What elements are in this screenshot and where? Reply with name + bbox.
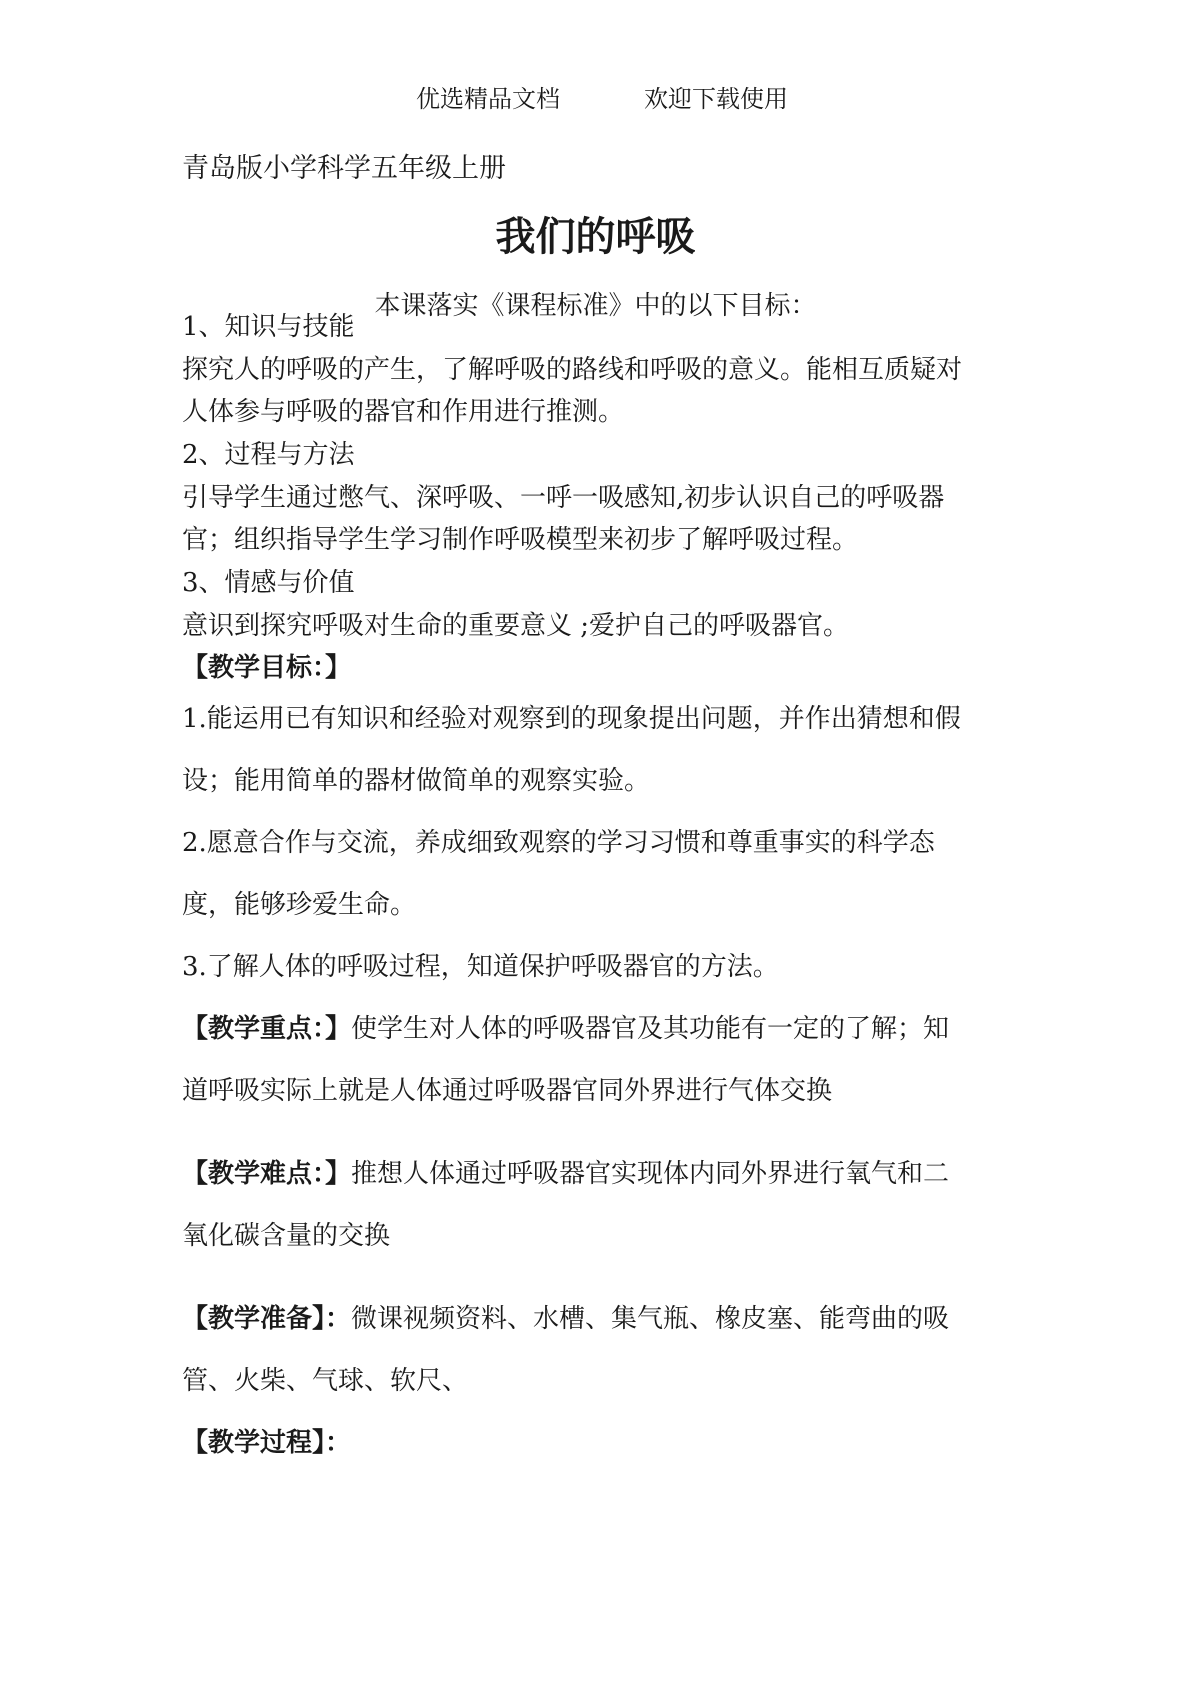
difficulties-line	[182, 1156, 949, 1192]
subject-line: 青岛版小学科学五年级上册	[182, 153, 506, 184]
paragraph-line: 官；组织指导学生学习制作呼吸模型来初步了解呼吸过程。	[182, 525, 859, 555]
paragraph-line: 引导学生通过憋气、深呼吸、一呼一吸感知,初步认识自己的呼吸器	[182, 483, 945, 513]
paragraph-line: 意识到探究呼吸对生命的重要意义 ;爱护自己的呼吸器官。	[182, 611, 850, 641]
header-right-text: 欢迎下载使用	[644, 85, 788, 113]
paragraph-line: 人体参与呼吸的器官和作用进行推测。	[182, 397, 625, 427]
key-points-line	[182, 1011, 949, 1047]
preparation-line: 管、火柴、气球、软尺、	[182, 1366, 469, 1396]
objective-line: 设；能用简单的器材做简单的观察实验。	[182, 766, 651, 796]
key-points-text: 使学生对人体的呼吸器官及其功能有一定的了解；知	[351, 1014, 950, 1044]
paragraph-line: 探究人的呼吸的产生，了解呼吸的路线和呼吸的意义。能相互质疑对	[182, 355, 963, 385]
objective-line: 1.能运用已有知识和经验对观察到的现象提出问题，并作出猜想和假	[182, 704, 961, 734]
key-points-label: 【教学重点：】	[182, 1014, 352, 1044]
objective-line: 3.了解人体的呼吸过程，知道保护呼吸器官的方法。	[182, 952, 779, 982]
difficulties-line: 氧化碳含量的交换	[182, 1221, 391, 1251]
preparation-label: 【教学准备】：	[182, 1304, 352, 1334]
section-heading-process: 2、过程与方法	[182, 440, 355, 470]
key-points-line: 道呼吸实际上就是人体通过呼吸器官同外界进行气体交换	[182, 1076, 833, 1106]
difficulties-text: 推想人体通过呼吸器官实现体内同外界进行氧气和二	[351, 1159, 950, 1189]
objectives-label: 【教学目标：】	[182, 653, 352, 683]
page-title: 我们的呼吸	[495, 213, 696, 260]
process-label: 【教学过程】：	[182, 1428, 352, 1458]
objective-line: 2.愿意合作与交流，养成细致观察的学习习惯和尊重事实的科学态	[182, 828, 935, 858]
difficulties-label: 【教学难点：】	[182, 1159, 352, 1189]
section-heading-knowledge: 1、知识与技能	[182, 312, 355, 342]
objective-line: 度，能够珍爱生命。	[182, 890, 417, 920]
intro-line: 本课落实《课程标准》中的以下目标：	[374, 291, 817, 321]
preparation-line	[182, 1301, 949, 1337]
header-left-text: 优选精品文档	[416, 85, 560, 113]
preparation-text: 微课视频资料、水槽、集气瓶、橡皮塞、能弯曲的吸	[351, 1304, 950, 1334]
section-heading-emotion: 3、情感与价值	[182, 568, 355, 598]
